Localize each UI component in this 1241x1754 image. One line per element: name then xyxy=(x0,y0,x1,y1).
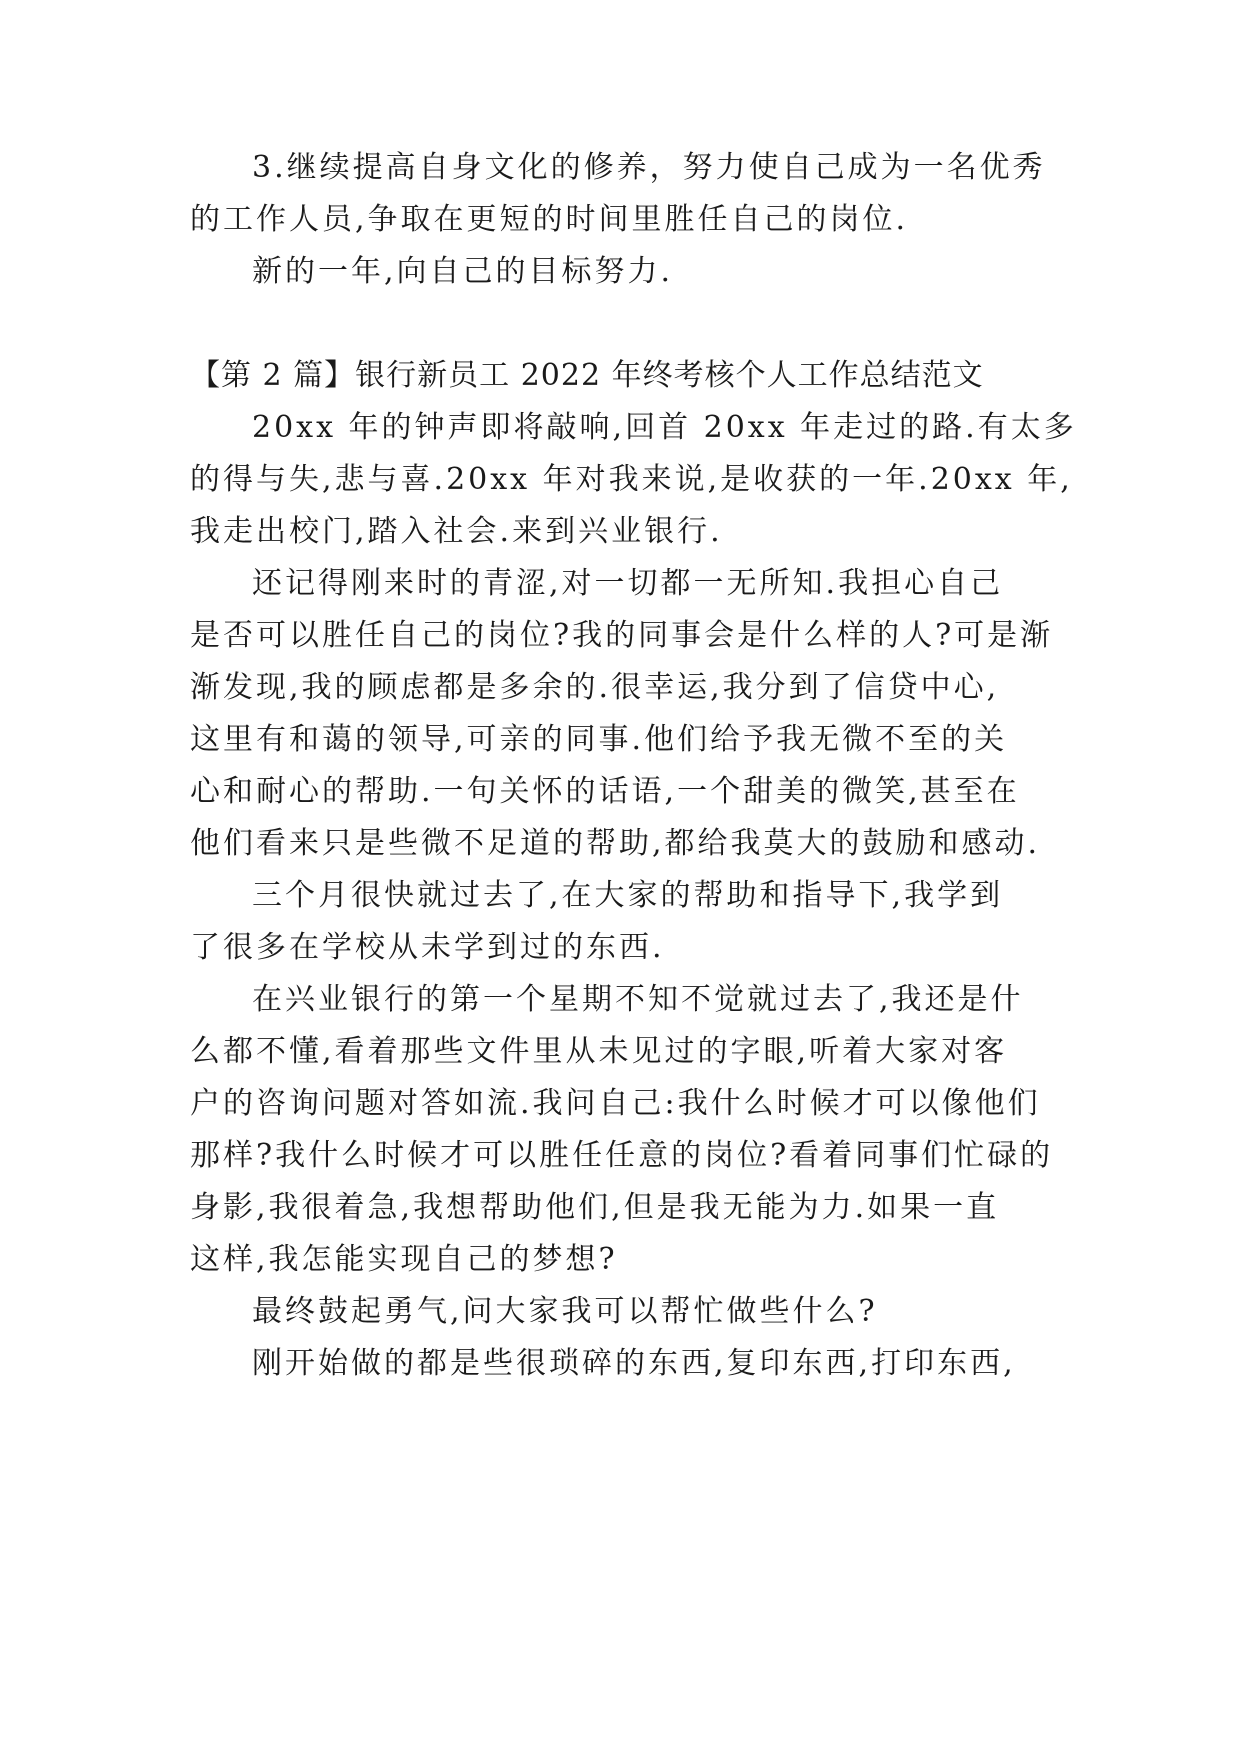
paragraph-1-line-2: 的工作人员,争取在更短的时间里胜任自己的岗位. xyxy=(190,202,909,237)
paragraph-2-line-1: 新的一年,向自己的目标努力. xyxy=(252,254,674,289)
paragraph-4-line-4: 这里有和蔼的领导,可亲的同事.他们给予我无微不至的关 xyxy=(190,722,1008,757)
paragraph-7-line-1: 最终鼓起勇气,问大家我可以帮忙做些什么? xyxy=(252,1294,878,1329)
paragraph-4-line-2: 是否可以胜任自己的岗位?我的同事会是什么样的人?可是渐 xyxy=(190,618,1054,653)
paragraph-6-line-3: 户的咨询问题对答如流.我问自己:我什么时候才可以像他们 xyxy=(190,1086,1041,1121)
paragraph-6-line-4: 那样?我什么时候才可以胜任任意的岗位?看着同事们忙碌的 xyxy=(190,1138,1054,1173)
paragraph-6-line-5: 身影,我很着急,我想帮助他们,但是我无能为力.如果一直 xyxy=(190,1190,1000,1225)
paragraph-3-line-1: 20xx 年的钟声即将敲响,回首 20xx 年走过的路.有太多 xyxy=(252,410,1077,445)
paragraph-6-line-1: 在兴业银行的第一个星期不知不觉就过去了,我还是什 xyxy=(252,982,1024,1017)
paragraph-4-line-3: 渐发现,我的顾虑都是多余的.很幸运,我分到了信贷中心, xyxy=(190,670,1000,705)
paragraph-4-line-1: 还记得刚来时的青涩,对一切都一无所知.我担心自己 xyxy=(252,566,1004,601)
paragraph-8-line-1: 刚开始做的都是些很琐碎的东西,复印东西,打印东西, xyxy=(252,1346,1016,1381)
paragraph-4-line-6: 他们看来只是些微不足道的帮助,都给我莫大的鼓励和感动. xyxy=(190,826,1041,861)
section-heading: 【第 2 篇】银行新员工 2022 年终考核个人工作总结范文 xyxy=(190,358,984,393)
paragraph-5-line-1: 三个月很快就过去了,在大家的帮助和指导下,我学到 xyxy=(252,878,1004,913)
paragraph-6-line-2: 么都不懂,看着那些文件里从未见过的字眼,听着大家对客 xyxy=(190,1034,1008,1069)
paragraph-3-line-3: 我走出校门,踏入社会.来到兴业银行. xyxy=(190,514,723,549)
paragraph-1-line-1: 3.继续提高自身文化的修养，努力使自己成为一名优秀 xyxy=(252,150,1046,185)
paragraph-4-line-5: 心和耐心的帮助.一句关怀的话语,一个甜美的微笑,甚至在 xyxy=(190,774,1020,809)
paragraph-3-line-2: 的得与失,悲与喜.20xx 年对我来说,是收获的一年.20xx 年, xyxy=(190,462,1073,497)
paragraph-5-line-2: 了很多在学校从未学到过的东西. xyxy=(190,930,665,965)
paragraph-6-line-6: 这样,我怎能实现自己的梦想? xyxy=(190,1242,618,1277)
